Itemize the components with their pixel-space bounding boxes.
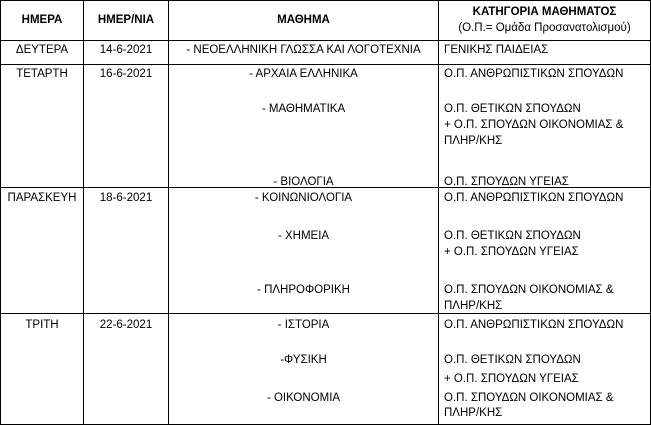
cell-category: ΠΛΗΡ/ΚΗΣ <box>444 300 503 312</box>
cell-category: Ο.Π. ΘΕΤΙΚΩΝ ΣΠΟΥΔΩΝ <box>444 103 581 115</box>
cell-category: Ο.Π. ΑΝΘΡΩΠΙΣΤΙΚΩΝ ΣΠΟΥΔΩΝ <box>444 192 624 204</box>
table-border-left <box>0 0 1 425</box>
cell-subject: -ΦΥΣΙΚΗ <box>280 354 327 366</box>
cell-subject: - ΟΙΚΟΝΟΜΙΑ <box>266 392 341 404</box>
cell-category: + Ο.Π. ΣΠΟΥΔΩΝ ΥΓΕΙΑΣ <box>444 246 579 258</box>
cell-category: Ο.Π. ΑΝΘΡΩΠΙΣΤΙΚΩΝ ΣΠΟΥΔΩΝ <box>444 319 624 331</box>
cell-day: ΤΕΤΑΡΤΗ <box>16 68 68 80</box>
cell-date: 18-6-2021 <box>99 192 153 204</box>
cell-date: 14-6-2021 <box>99 44 153 56</box>
cell-category: Ο.Π. ΣΠΟΥΔΩΝ ΟΙΚΟΝΟΜΙΑΣ & <box>444 392 614 404</box>
table-border-top <box>0 0 651 1</box>
cell-subject: - ΙΣΤΟΡΙΑ <box>277 319 330 331</box>
column-divider <box>83 0 84 425</box>
cell-category: + Ο.Π. ΣΠΟΥΔΩΝ ΥΓΕΙΑΣ <box>444 373 579 385</box>
cell-category: Ο.Π. ΑΝΘΡΩΠΙΣΤΙΚΩΝ ΣΠΟΥΔΩΝ <box>444 68 624 80</box>
cell-category: ΠΛΗΡ/ΚΗΣ <box>444 407 503 419</box>
cell-subject: - ΧΗΜΕΙΑ <box>277 230 330 242</box>
cell-day: ΠΑΡΑΣΚΕΥΗ <box>7 192 77 204</box>
cell-category: ΓΕΝΙΚΗΣ ΠΑΙΔΕΙΑΣ <box>444 44 549 56</box>
header-subject: ΜΑΘΗΜΑ <box>277 14 330 26</box>
cell-day: ΤΡΙΤΗ <box>25 319 59 331</box>
cell-category: + Ο.Π. ΣΠΟΥΔΩΝ ΟΙΚΟΝΟΜΙΑΣ & <box>444 119 624 131</box>
header-day: ΗΜΕΡΑ <box>21 14 63 26</box>
cell-subject: - ΑΡΧΑΙΑ ΕΛΛΗΝΙΚΑ <box>249 68 358 80</box>
cell-subject: - ΝΕΟΕΛΛΗΝΙΚΗ ΓΛΩΣΣΑ ΚΑΙ ΛΟΓΟΤΕΧΝΙΑ <box>186 44 421 56</box>
cell-subject: - ΠΛΗΡΟΦΟΡΙΚΗ <box>257 284 350 296</box>
cell-date: 16-6-2021 <box>99 68 153 80</box>
cell-subject: - ΚΟΙΝΩΝΙΟΛΟΓΙΑ <box>254 192 353 204</box>
header-date: ΗΜΕΡ/ΝΙΑ <box>97 14 155 26</box>
row-divider <box>0 64 651 65</box>
cell-day: ΔΕΥΤΕΡΑ <box>15 44 69 56</box>
row-divider <box>0 313 651 314</box>
header-category-note: (Ο.Π.= Ομάδα Προσανατολισμού) <box>458 22 631 34</box>
cell-category: Ο.Π. ΣΠΟΥΔΩΝ ΟΙΚΟΝΟΜΙΑΣ & <box>444 284 614 296</box>
cell-date: 22-6-2021 <box>99 319 153 331</box>
cell-category: Ο.Π. ΘΕΤΙΚΩΝ ΣΠΟΥΔΩΝ <box>444 354 581 366</box>
column-divider <box>438 0 439 425</box>
cell-category: Ο.Π. ΣΠΟΥΔΩΝ ΥΓΕΙΑΣ <box>444 176 569 188</box>
cell-category: Ο.Π. ΘΕΤΙΚΩΝ ΣΠΟΥΔΩΝ <box>444 230 581 242</box>
cell-category: ΠΛΗΡ/ΚΗΣ <box>444 135 503 147</box>
cell-subject: - ΜΑΘΗΜΑΤΙΚΑ <box>261 103 346 115</box>
header-category: ΚΑΤΗΓΟΡΙΑ ΜΑΘΗΜΑΤΟΣ <box>472 6 617 18</box>
cell-subject: - ΒΙΟΛΟΓΙΑ <box>273 176 334 188</box>
header-divider <box>0 40 651 41</box>
